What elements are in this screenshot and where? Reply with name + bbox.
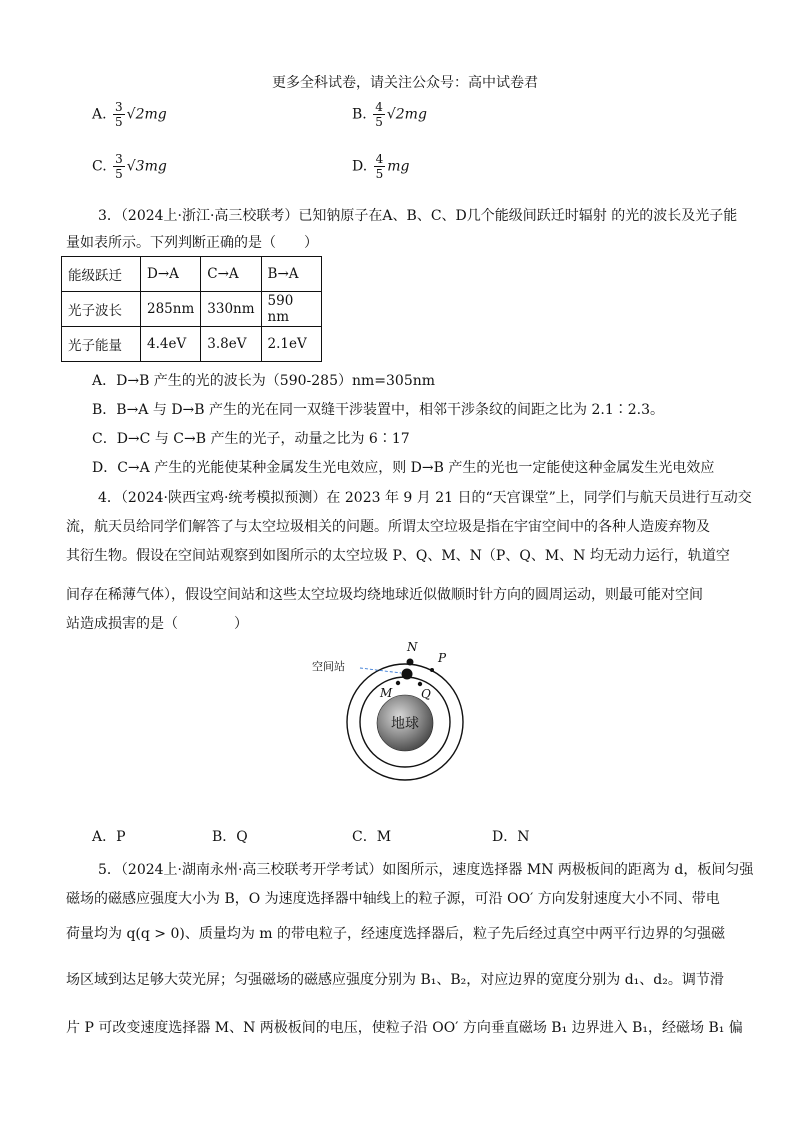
q2-option-c[interactable] xyxy=(92,152,167,181)
table-cell: D→A xyxy=(141,257,201,292)
q4-option-c[interactable]: C．M xyxy=(352,829,392,845)
q4-stem-line2: 流，航天员给同学们解答了与太空垃圾相关的问题。所谓太空垃圾是指在宇宙空间中的各种人造废弃物及 xyxy=(66,519,710,535)
debris-q xyxy=(418,682,422,686)
q3-option-d[interactable]: D．C→A 产生的光能使某种金属发生光电效应，则 D→B 产生的光也一定能使这种金属发生光电效应 xyxy=(92,460,715,476)
table-cell: 285nm xyxy=(141,292,201,327)
fraction: $\frac{3}{5}$ xyxy=(115,100,123,129)
table-cell: 3.8eV xyxy=(201,327,261,362)
q4-stem-line1: 4．（2024·陕西宝鸡·统考模拟预测）在 2023 年 9 月 21 日的“天宫课堂”上，同学们与航天员进行互动交 xyxy=(98,490,752,506)
option-expression: √3mg xyxy=(126,158,167,175)
table-cell: 能级跃迁 xyxy=(62,257,141,292)
q4-stem-line3: 其衍生物。假设在空间站观察到如图所示的太空垃圾 P、Q、M、N（P、Q、M、N 均无动力运行，轨道空 xyxy=(66,548,730,564)
table-row xyxy=(62,327,322,362)
q4-option-d[interactable]: D．N xyxy=(492,829,530,845)
q3-stem-line1: 3．（2024上·浙江·高三校联考）已知钠原子在A、B、C、D几个能级间跃迁时辐射 的光的波长及光子能 xyxy=(98,208,738,224)
table-cell: 光子波长 xyxy=(62,292,141,327)
q5-stem-line4: 场区域到达足够大荧光屏；匀强磁场的磁感应强度分别为 B₁、B₂，对应边界的宽度分别为 d₁、d₂。调节滑 xyxy=(66,972,724,988)
q2-option-a[interactable] xyxy=(92,100,167,129)
option-letter: C. xyxy=(92,158,107,175)
q3-stem-line2: 量如表所示。下列判断正确的是（ ） xyxy=(66,235,318,251)
q4-option-b[interactable]: B．Q xyxy=(212,829,248,845)
fraction: $\frac{4}{5}$ xyxy=(375,152,384,181)
energy-table xyxy=(61,256,322,362)
label-p: P xyxy=(438,651,447,665)
label-q: Q xyxy=(421,687,431,701)
space-station xyxy=(402,669,413,680)
q4-option-a[interactable]: A．P xyxy=(92,829,126,845)
option-letter: B. xyxy=(352,106,367,123)
q4-stem-line4: 间存在稀薄气体），假设空间站和这些太空垃圾均绕地球近似做顺时针方向的圆周运动，则最可能对空间 xyxy=(66,587,703,603)
debris-m xyxy=(396,681,400,685)
table-cell: 590 nm xyxy=(261,292,321,327)
option-expression: √2mg xyxy=(126,106,167,123)
page-header: 更多全科试卷，请关注公众号：高中试卷君 xyxy=(272,75,538,91)
q4-stem-line5: 站造成损害的是（ ） xyxy=(66,616,248,632)
station-label: 空间站 xyxy=(312,660,345,673)
table-cell: C→A xyxy=(201,257,261,292)
table-row xyxy=(62,292,322,327)
earth-label: 地球 xyxy=(391,716,419,732)
label-n: N xyxy=(407,640,418,654)
table-row xyxy=(62,257,322,292)
fraction: $\frac{4}{5}$ xyxy=(375,100,383,129)
table-cell: 4.4eV xyxy=(141,327,201,362)
orbit-figure xyxy=(300,632,500,807)
debris-n xyxy=(407,659,414,666)
q2-option-b[interactable] xyxy=(352,100,427,129)
option-letter: D. xyxy=(352,158,368,175)
q5-stem-line5: 片 P 可改变速度选择器 M、N 两极板间的电压，使粒子沿 OO′ 方向垂直磁场 B₁ 边界进入 B₁，经磁场 B₁ 偏 xyxy=(66,1020,743,1036)
table-cell: B→A xyxy=(261,257,321,292)
q2-option-d[interactable] xyxy=(352,152,410,181)
table-cell: 2.1eV xyxy=(261,327,321,362)
q5-stem-line1: 5．（2024上·湖南永州·高三校联考开学考试）如图所示，速度选择器 MN 两极板间的距离为 d，板间匀强 xyxy=(98,862,754,878)
label-m: M xyxy=(380,686,393,700)
option-expression: mg xyxy=(387,158,410,175)
q3-option-a[interactable]: A．D→B 产生的光的波长为（590-285）nm=305nm xyxy=(92,373,436,389)
q5-stem-line3: 荷量均为 q(q > 0)、质量均为 m 的带电粒子，经速度选择器后，粒子先后经过真空中两平行边界的匀强磁 xyxy=(66,926,726,942)
option-letter: A. xyxy=(92,106,107,123)
q3-option-c[interactable]: C．D→C 与 C→B 产生的光子，动量之比为 6∶17 xyxy=(92,431,410,447)
q5-stem-line2: 磁场的磁感应强度大小为 B，O 为速度选择器中轴线上的粒子源，可沿 OO′ 方向发射速度大小不同、带电 xyxy=(66,891,720,907)
q3-option-b[interactable]: B．B→A 与 D→B 产生的光在同一双缝干涉装置中，相邻干涉条纹的间距之比为 2.1∶2.3。 xyxy=(92,402,664,418)
option-expression: √2mg xyxy=(386,106,427,123)
fraction: $\frac{3}{5}$ xyxy=(115,152,123,181)
table-cell: 光子能量 xyxy=(62,327,141,362)
debris-p xyxy=(430,668,434,672)
table-cell: 330nm xyxy=(201,292,261,327)
